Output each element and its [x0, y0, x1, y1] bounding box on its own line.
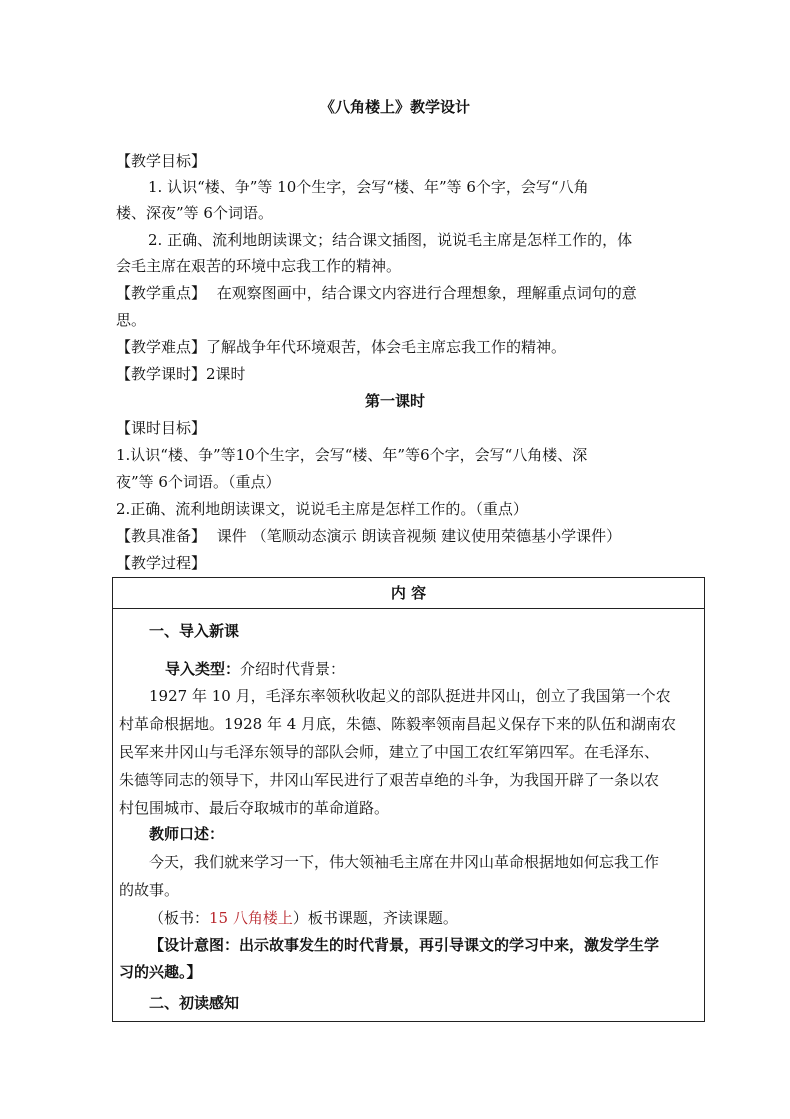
key-point-heading: 【教学重点】	[116, 284, 207, 302]
section-2-title: 二、初读感知	[149, 994, 240, 1012]
background-para-line-4: 朱德等同志的领导下，井冈山军民进行了艰苦卓绝的斗争，为我国开辟了一条以农	[119, 771, 660, 789]
goal-item-1-line-1: 1. 认识“楼、争”等 10个生字，会写“楼、年”等 6个字，会写“八角	[148, 178, 589, 196]
difficulty-heading: 【教学难点】	[116, 338, 207, 356]
lesson-goal-2: 2.正确、流利地朗读课文，说说毛主席是怎样工作的。（重点）	[116, 500, 528, 518]
design-intent-line-1: 【设计意图：出示故事发生的时代背景，再引导课文的学习中来，激发学生学	[149, 936, 660, 954]
process-table	[112, 577, 705, 1022]
teacher-label: 教师口述：	[149, 825, 225, 843]
board-suffix: ）板书课题，齐读课题。	[292, 909, 458, 927]
board-lesson-title: 15 八角楼上	[209, 909, 293, 927]
teacher-line-1: 今天，我们就来学习一下，伟大领袖毛主席在井冈山革命根据地如何忘我工作	[149, 853, 660, 871]
process-heading: 【教学过程】	[116, 554, 207, 572]
intro-type-value: 介绍时代背景：	[240, 660, 346, 678]
goal-item-2-line-1: 2. 正确、流利地朗读课文；结合课文插图，说说毛主席是怎样工作的，体	[148, 231, 633, 249]
materials-text: 课件 （笔顺动态演示 朗读音视频 建议使用荣德基小学课件）	[216, 527, 622, 545]
board-prefix: （板书：	[149, 909, 210, 927]
background-para-line-1: 1927 年 10 月，毛泽东率领秋收起义的部队挺进井冈山，创立了我国第一个农	[149, 687, 671, 705]
table-header-divider	[113, 608, 704, 609]
board-note	[149, 908, 458, 928]
goal-item-2-line-2: 会毛主席在艰苦的环境中忘我工作的精神。	[116, 257, 402, 275]
key-point-text-line-2: 思。	[116, 311, 147, 329]
key-point	[116, 283, 637, 303]
goal-item-1-line-2: 楼、深夜”等 6个词语。	[116, 204, 273, 222]
lesson-goals-heading: 【课时目标】	[116, 419, 207, 437]
document-title: 《八角楼上》教学设计	[319, 98, 470, 116]
lesson-hours-heading: 【教学课时】	[116, 365, 207, 383]
lesson-goal-1-line-1: 1.认识“楼、争”等10个生字，会写“楼、年”等6个字，会写“八角楼、深	[116, 446, 588, 464]
background-para-line-2: 村革命根据地。1928 年 4 月底，朱德、陈毅率领南昌起义保存下来的队伍和湖南农	[119, 715, 677, 733]
difficulty	[116, 337, 566, 357]
background-para-line-5: 村包围城市、最后夺取城市的革命道路。	[119, 799, 390, 817]
lesson-hours-text: 2课时	[206, 365, 246, 383]
section-1-title: 一、导入新课	[149, 622, 240, 640]
lesson-goal-1-line-2: 夜”等 6个词语。（重点）	[116, 473, 281, 491]
design-intent-line-2: 习的兴趣。】	[119, 963, 202, 981]
materials-heading: 【教具准备】	[116, 527, 207, 545]
first-lesson-heading: 第一课时	[364, 392, 425, 410]
goals-heading: 【教学目标】	[116, 152, 207, 170]
materials	[116, 526, 621, 546]
teacher-line-2: 的故事。	[119, 881, 180, 899]
key-point-text: 在观察图画中，结合课文内容进行合理想象，理解重点词句的意	[216, 284, 637, 302]
difficulty-text: 了解战争年代环境艰苦，体会毛主席忘我工作的精神。	[206, 338, 567, 356]
background-para-line-3: 民军来井冈山与毛泽东领导的部队会师，建立了中国工农红军第四军。在毛泽东、	[119, 743, 660, 761]
table-header: 内 容	[390, 584, 427, 602]
intro-type-label: 导入类型：	[165, 660, 241, 678]
intro-type	[165, 659, 345, 679]
lesson-hours	[116, 364, 246, 384]
